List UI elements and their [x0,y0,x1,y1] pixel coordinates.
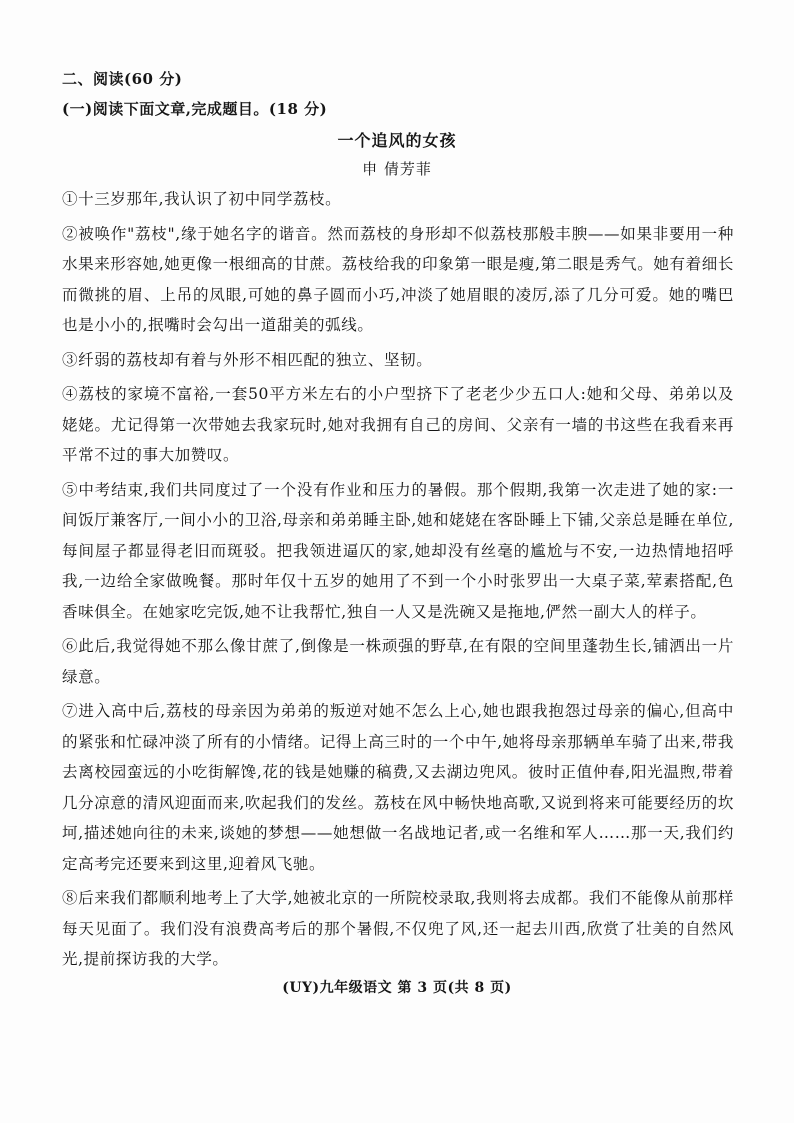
paragraph-5: ⑤中考结束,我们共同度过了一个没有作业和压力的暑假。那个假期,我第一次走进了她的家:一间饭厅兼客厅,一间小小的卫浴,母亲和弟弟睡主卧,她和姥姥在客卧睡上下铺,父亲总是睡在单位,每间屋子都显得老旧而斑驳。把我领进逼仄的家,她却没有丝毫的尴尬与不安,一边热情地招呼我,一边给全家做晚餐。那时年仅十五岁的她用了不到一个小时张罗出一大桌子菜,荤素搭配,色香味俱全。在她家吃完饭,她不让我帮忙,独自一人又是洗碗又是拖地,俨然一副大人的样子。 [62,480,734,621]
paragraph-7: ⑦进入高中后,荔枝的母亲因为弟弟的叛逆对她不怎么上心,她也跟我抱怨过母亲的偏心,但高中的紧张和忙碌冲淡了所有的小情绪。记得上高三时的一个中午,她将母亲那辆单车骑了出来,带我去离校园蛮远的小吃街解馋,花的钱是她赚的稿费,又去湖边兜风。彼时正值仲春,阳光温煦,带着几分凉意的清风迎面而来,吹起我们的发丝。荔枝在风中畅快地高歌,又说到将来可能要经历的坎坷,描述她向往的未来,谈她的梦想——她想做一名战地记者,或一名维和军人……那一天,我们约定高考完还要来到这里,迎着风飞驰。 [62,702,734,873]
paragraph-6: ⑥此后,我觉得她不那么像甘蔗了,倒像是一株顽强的野草,在有限的空间里蓬勃生长,铺洒出一片绿意。 [62,637,734,686]
paragraph-3: ③纤弱的荔枝却有着与外形不相匹配的独立、坚韧。 [62,350,433,369]
paragraph-1: ①十三岁那年,我认识了初中同学荔枝。 [62,190,342,208]
article-title: 一个追风的女孩 [337,131,457,150]
page-footer: (UY)九年级语文 第 3 页(共 8 页) [282,980,512,996]
paragraph-8: ⑧后来我们都顺利地考上了大学,她被北京的一所院校录取,我则将去成都。我们不能像从前那样每天见面了。我们没有浪费高考后的那个暑假,不仅兜了风,还一起去川西,欣赏了壮美的自然风光,提前探访我的大学。 [62,889,734,968]
subsection-title: (一)阅读下面文章,完成题目。(18 分) [62,100,328,118]
paragraph-2: ②被唤作"荔枝",缘于她名字的谐音。然而荔枝的身形却不似荔枝那般丰腴——如果非要用一种水果来形容她,她更像一根细高的甘蔗。荔枝给我的印象第一眼是瘦,第二眼是秀气。她有着细长而微挑的眉、上吊的凤眼,可她的鼻子圆而小巧,冲淡了她眉眼的凌厉,添了几分可爱。她的嘴巴也是小小的,抿嘴时会勾出一道甜美的弧线。 [62,224,734,334]
article-author: 申 倩芳菲 [362,160,432,178]
article-body [62,184,734,979]
section-title: 二、阅读(60 分) [62,70,183,88]
paragraph-4: ④荔枝的家境不富裕,一套50平方米左右的小户型挤下了老老少少五口人:她和父母、弟弟以及姥姥。尤记得第一次带她去我家玩时,她对我拥有自己的房间、父亲有一墙的书这些在我看来再平常不过的事大加赞叹。 [62,385,734,464]
